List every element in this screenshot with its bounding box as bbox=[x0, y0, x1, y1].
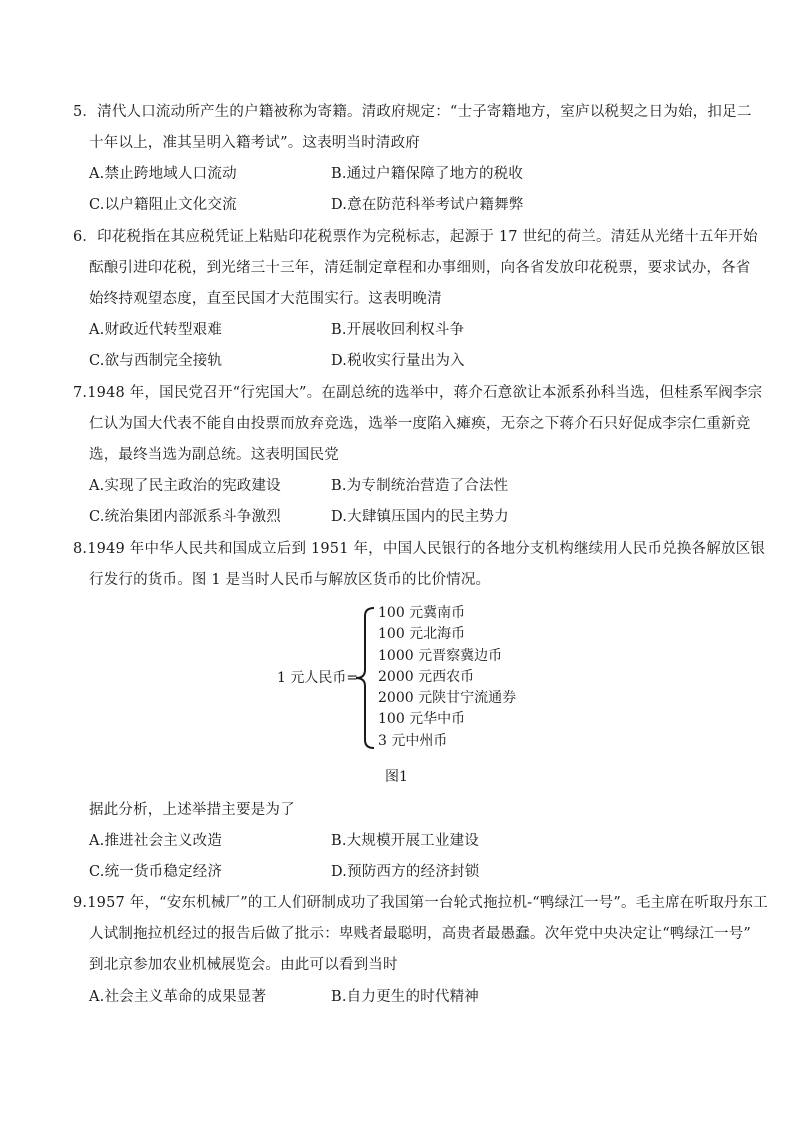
q5-option-b: B.通过户籍保障了地方的税收 bbox=[331, 166, 524, 182]
q6-option-c: C.欲与西制完全接轨 bbox=[89, 353, 223, 369]
figure-item-5: 2000 元陕甘宁流通券 bbox=[378, 690, 517, 706]
q5-option-a: A.禁止跨地域人口流动 bbox=[89, 166, 237, 182]
q8-option-d: D.预防西方的经济封锁 bbox=[331, 864, 480, 880]
q7-option-a: A.实现了民主政治的宪政建设 bbox=[89, 478, 281, 494]
figure-item-7: 3 元中州币 bbox=[378, 733, 448, 749]
q9-stem-line-3: 到北京参加农业机械展览会。由此可以看到当时 bbox=[89, 957, 398, 973]
q9-option-b: B.自力更生的时代精神 bbox=[331, 989, 479, 1005]
figure-item-3: 1000 元晋察冀边币 bbox=[378, 648, 503, 664]
q9-stem-line-1: 9.1957 年，“安东机械厂”的工人们研制成功了我国第一台轮式拖拉机-“鸭绿江一号”。毛主席在听取丹东工 bbox=[73, 895, 768, 911]
figure-caption: 图1 bbox=[385, 769, 408, 785]
q6-option-d: D.税收实行量出为入 bbox=[331, 353, 465, 369]
figure-item-6: 100 元华中币 bbox=[378, 711, 466, 727]
q5-stem-line-2: 十年以上，准其呈明入籍考试”。这表明当时清政府 bbox=[89, 135, 421, 151]
q7-stem-line-2: 仁认为国大代表不能自由投票而放弃竞选，选举一度陷入瘫痪，无奈之下蒋介石只好促成李宗仁重新竞 bbox=[89, 416, 751, 432]
curly-brace bbox=[350, 606, 380, 750]
q7-option-c: C.统治集团内部派系斗争激烈 bbox=[89, 509, 281, 525]
q8-option-a: A.推进社会主义改造 bbox=[89, 833, 223, 849]
q5-option-d: D.意在防范科举考试户籍舞弊 bbox=[331, 197, 524, 213]
q6-stem-line-3: 始终持观望态度，直至民国才大范围实行。这表明晚清 bbox=[89, 291, 442, 307]
figure-item-1: 100 元冀南币 bbox=[378, 605, 466, 621]
q6-stem-line-1: 6．印花税指在其应税凭证上粘贴印花税票作为完税标志，起源于 17 世纪的荷兰。清廷从光绪十五年开始 bbox=[73, 229, 758, 245]
q5-option-c: C.以户籍阻止文化交流 bbox=[89, 197, 237, 213]
figure-item-4: 2000 元西农币 bbox=[378, 669, 475, 685]
q7-option-b: B.为专制统治营造了合法性 bbox=[331, 478, 509, 494]
q8-stem-line-1: 8.1949 年中华人民共和国成立后到 1951 年，中国人民银行的各地分支机构继续用人民币兑换各解放区银 bbox=[73, 541, 766, 557]
q7-stem-line-1: 7.1948 年，国民党召开“行宪国大”。在副总统的选举中，蒋介石意欲让本派系孙科当选，但桂系军阀李宗 bbox=[73, 385, 763, 401]
q6-option-a: A.财政近代转型艰难 bbox=[89, 322, 223, 338]
q7-option-d: D.大肆镇压国内的民主势力 bbox=[331, 509, 509, 525]
q8-option-b: B.大规模开展工业建设 bbox=[331, 833, 479, 849]
q7-stem-line-3: 选，最终当选为副总统。这表明国民党 bbox=[89, 447, 339, 463]
q6-option-b: B.开展收回利权斗争 bbox=[331, 322, 465, 338]
q9-option-a: A.社会主义革命的成果显著 bbox=[89, 989, 267, 1005]
q5-stem-line-1: 5．清代人口流动所产生的户籍被称为寄籍。清政府规定：“士子寄籍地方，室庐以税契之日为始，扣足二 bbox=[73, 104, 752, 120]
figure-item-2: 100 元北海币 bbox=[378, 626, 466, 642]
figure-left-label: 1 元人民币= bbox=[277, 670, 359, 686]
q6-stem-line-2: 酝酿引进印花税，到光绪三十三年，清廷制定章程和办事细则，向各省发放印花税票，要求试办，各省 bbox=[89, 260, 751, 276]
q8-stem-line-2: 行发行的货币。图 1 是当时人民币与解放区货币的比价情况。 bbox=[89, 572, 491, 588]
q8-option-c: C.统一货币稳定经济 bbox=[89, 864, 223, 880]
q9-stem-line-2: 人试制拖拉机经过的报告后做了批示：卑贱者最聪明，高贵者最愚蠢。次年党中央决定让“鸭绿江一号” bbox=[89, 926, 752, 942]
q8-stem-line-3: 据此分析，上述举措主要是为了 bbox=[89, 802, 295, 818]
